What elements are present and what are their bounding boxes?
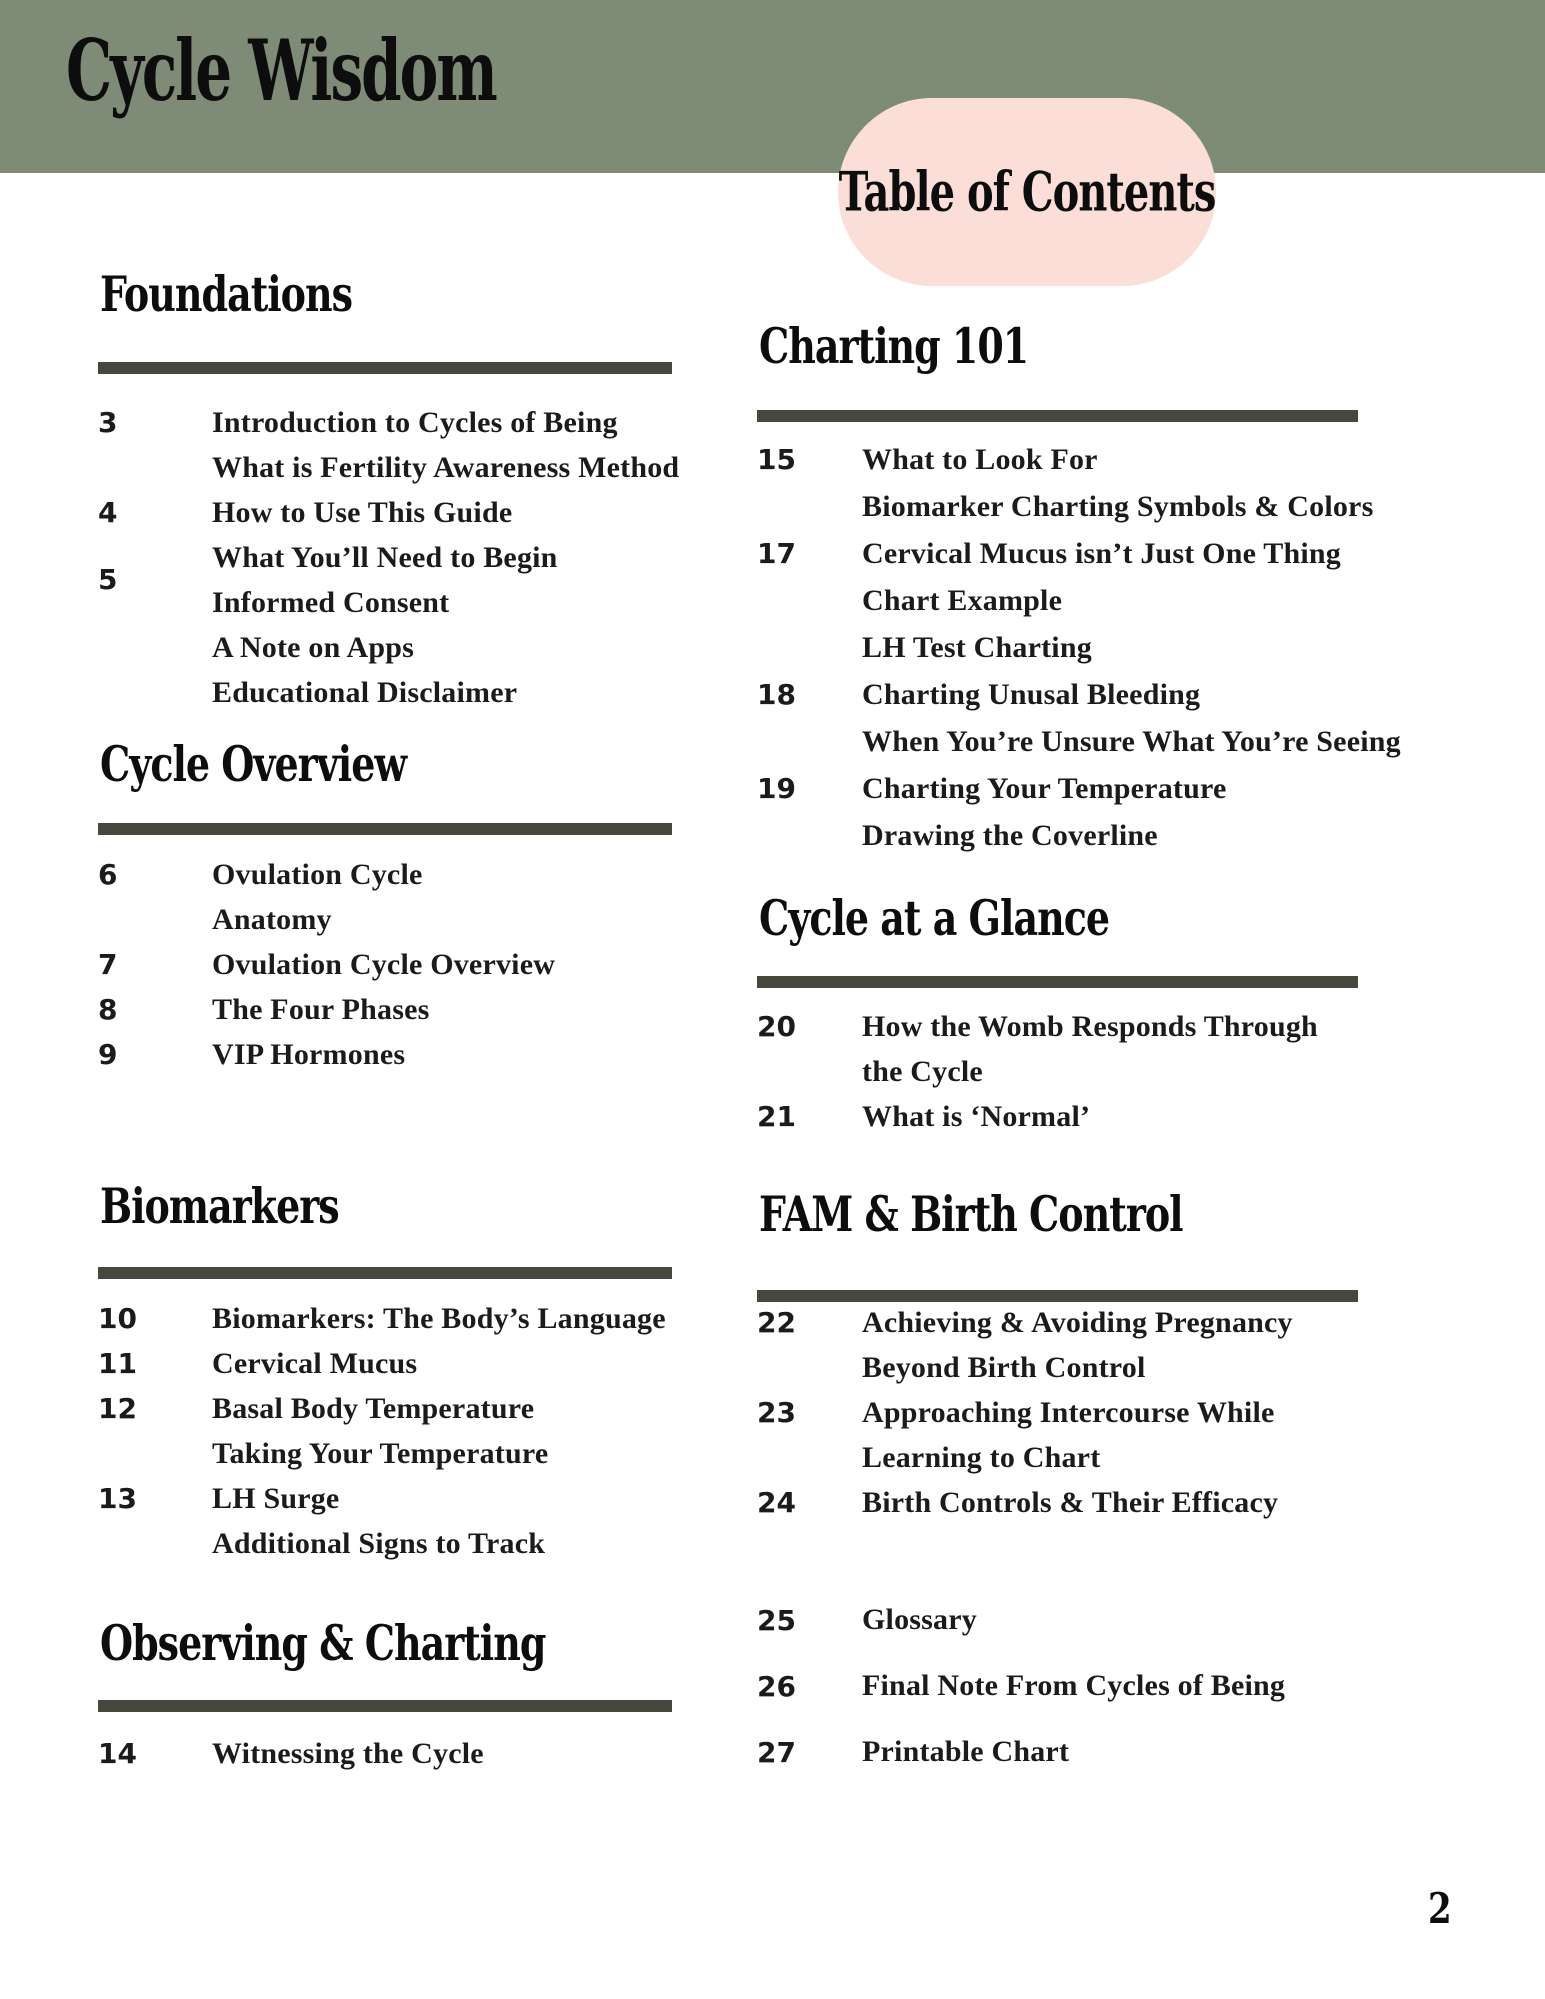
toc-row-number: 21 [757, 1100, 796, 1133]
toc-row-title: Printable Chart [862, 1735, 1070, 1768]
toc-column-right [757, 0, 1417, 1999]
toc-row-title: LH Surge [212, 1481, 340, 1515]
toc-row [98, 987, 738, 1032]
toc-row [98, 897, 738, 942]
toc-row [98, 1386, 738, 1431]
toc-pill-label: Table of Contents [838, 160, 1216, 224]
toc-row [98, 625, 738, 670]
toc-row [98, 1431, 738, 1476]
toc-row-title: Basal Body Temperature [212, 1391, 535, 1425]
toc-row-title: Ovulation Cycle Overview [212, 947, 556, 981]
section-entries [98, 852, 738, 1077]
toc-row-title: What You’ll Need to Begin [212, 540, 558, 574]
toc-row-title: Cervical Mucus isn’t Just One Thing [862, 536, 1341, 570]
section-entries [98, 1296, 738, 1566]
toc-row [757, 812, 1417, 859]
toc-row-number: 27 [757, 1735, 796, 1769]
section-title: Observing & Charting [100, 1613, 546, 1672]
toc-row [98, 490, 738, 535]
section-rule [98, 1267, 672, 1279]
toc-row [98, 1032, 738, 1077]
toc-row [757, 1390, 1417, 1435]
toc-row-number: 26 [757, 1669, 796, 1703]
section-title: Cycle Overview [100, 734, 407, 793]
toc-row [98, 1476, 738, 1521]
toc-row [98, 535, 738, 596]
section-entries [98, 400, 738, 715]
toc-row [757, 765, 1417, 812]
toc-row-title: Beyond Birth Control [862, 1350, 1146, 1384]
toc-row-title: What is ‘Normal’ [862, 1099, 1091, 1133]
toc-row-number: 3 [98, 406, 118, 439]
toc-row-title: Charting Unusal Bleeding [862, 677, 1201, 711]
toc-row-title: Birth Controls & Their Efficacy [862, 1485, 1279, 1519]
toc-row-title: LH Test Charting [862, 630, 1092, 664]
toc-row-number: 9 [98, 1038, 118, 1071]
toc-row-number: 10 [98, 1302, 137, 1335]
toc-column-left [98, 0, 738, 1999]
toc-row-title: Anatomy [212, 902, 332, 936]
toc-row-number: 4 [98, 496, 118, 529]
section-entries [757, 1004, 1417, 1139]
toc-row [98, 1341, 738, 1386]
toc-row-title: How the Womb Responds Through [862, 1009, 1318, 1043]
toc-row-title: Taking Your Temperature [212, 1436, 549, 1470]
toc-row-number: 15 [757, 443, 796, 476]
toc-row [98, 852, 738, 897]
toc-row [757, 1004, 1417, 1049]
toc-row-title: What is Fertility Awareness Method [212, 450, 680, 484]
toc-row [98, 400, 738, 445]
toc-row-number: 20 [757, 1010, 796, 1043]
toc-row-number: 12 [98, 1392, 137, 1425]
toc-row-title: Ovulation Cycle [212, 857, 423, 891]
toc-row [757, 1653, 1417, 1719]
toc-row [757, 1587, 1417, 1653]
toc-row-title: Informed Consent [212, 585, 450, 619]
toc-row-title: When You’re Unsure What You’re Seeing [862, 724, 1401, 758]
section-rule [757, 976, 1358, 988]
toc-row [757, 577, 1417, 624]
document-title: Cycle Wisdom [66, 21, 496, 121]
page-number: 2 [1428, 1884, 1452, 1934]
toc-row-title: Educational Disclaimer [212, 675, 518, 709]
toc-row-title: How to Use This Guide [212, 495, 513, 529]
toc-row-title: Drawing the Coverline [862, 818, 1158, 852]
toc-row-title: Witnessing the Cycle [212, 1736, 484, 1770]
toc-row [757, 1719, 1417, 1785]
section-rule [98, 1700, 672, 1712]
toc-row-title: Glossary [862, 1603, 977, 1636]
toc-row [98, 670, 738, 715]
toc-row-title: Final Note From Cycles of Being [862, 1669, 1286, 1702]
toc-row-number: 7 [98, 948, 118, 981]
section-title: FAM & Birth Control [759, 1184, 1183, 1243]
toc-row-title: Additional Signs to Track [212, 1526, 546, 1560]
section-rule [98, 362, 672, 374]
section-rule [98, 823, 672, 835]
toc-row [98, 1731, 738, 1776]
toc-row [98, 942, 738, 987]
toc-row-number: 17 [757, 537, 796, 570]
toc-row-title: Charting Your Temperature [862, 771, 1227, 805]
toc-row-number: 5 [98, 563, 118, 596]
toc-row-title: Approaching Intercourse While [862, 1395, 1275, 1429]
toc-row [757, 1480, 1417, 1525]
toc-row [757, 1300, 1417, 1345]
toc-row [757, 718, 1417, 765]
toc-row [757, 436, 1417, 483]
toc-row-title: VIP Hormones [212, 1037, 406, 1071]
toc-row-title: Chart Example [862, 583, 1063, 617]
toc-row [757, 530, 1417, 577]
toc-row-number: 25 [757, 1603, 796, 1637]
toc-row-number: 18 [757, 678, 796, 711]
toc-row-title: Achieving & Avoiding Pregnancy [862, 1305, 1293, 1339]
toc-row [757, 671, 1417, 718]
toc-row-title: A Note on Apps [212, 630, 415, 664]
section-title: Cycle at a Glance [759, 888, 1110, 947]
toc-row-number: 6 [98, 858, 118, 891]
toc-row-number: 22 [757, 1306, 796, 1339]
section-entries [98, 1731, 738, 1776]
toc-row [757, 483, 1417, 530]
toc-row-title: The Four Phases [212, 992, 430, 1026]
toc-row-number: 8 [98, 993, 118, 1026]
toc-row-number: 24 [757, 1486, 796, 1519]
toc-row-number: 11 [98, 1347, 137, 1380]
toc-row-number: 13 [98, 1482, 137, 1515]
toc-row-number: 23 [757, 1396, 796, 1429]
section-title: Charting 101 [759, 316, 1029, 375]
toc-row [98, 1521, 738, 1566]
toc-row-title: Biomarker Charting Symbols & Colors [862, 489, 1374, 523]
section-rule [757, 410, 1358, 422]
toc-row-number: 14 [98, 1737, 137, 1770]
toc-row [757, 624, 1417, 671]
toc-row-title: Cervical Mucus [212, 1346, 418, 1380]
toc-row-title: Biomarkers: The Body’s Language [212, 1301, 666, 1335]
toc-row [757, 1435, 1417, 1480]
section-title: Biomarkers [100, 1176, 339, 1235]
toc-row-number: 19 [757, 772, 796, 805]
toc-row-title: Introduction to Cycles of Being [212, 405, 618, 439]
toc-row [98, 445, 738, 490]
toc-row [757, 1049, 1417, 1094]
section-entries [757, 436, 1417, 859]
toc-row [757, 1345, 1417, 1390]
toc-row-title: What to Look For [862, 442, 1098, 476]
section-entries [757, 1300, 1417, 1525]
toc-row [757, 1094, 1417, 1139]
toc-row-title: the Cycle [862, 1054, 983, 1088]
section-entries [757, 1587, 1417, 1785]
toc-row [98, 1296, 738, 1341]
section-title: Foundations [100, 264, 353, 323]
toc-row-title: Learning to Chart [862, 1440, 1101, 1474]
